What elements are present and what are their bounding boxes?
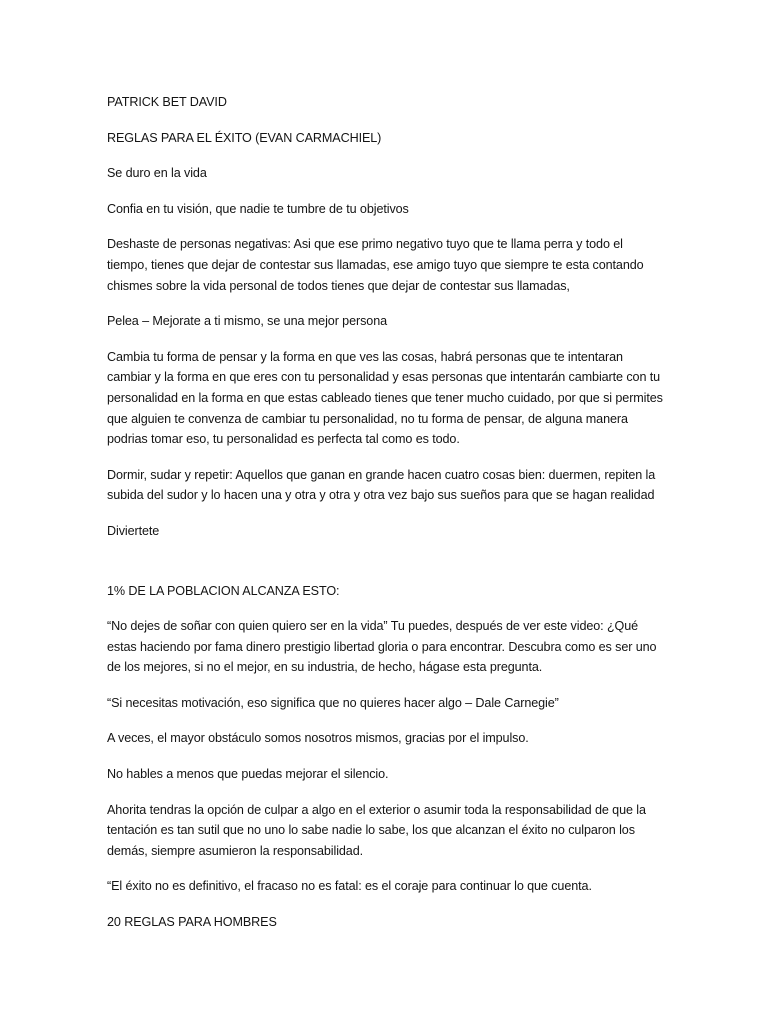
section-heading-population: 1% DE LA POBLACION ALCANZA ESTO: — [107, 583, 340, 598]
body-paragraph: Ahorita tendras la opción de culpar a algo en el exterior o asumir toda la responsabilidad de que la tentación es tan sutil que no uno lo sabe nadie lo sabe, los que alcanzan el éxito no culparon los demás, siempre asumieron la responsabilidad. — [107, 802, 646, 858]
quote-paragraph: “El éxito no es definitivo, el fracaso no es fatal: es el coraje para continuar lo que cuenta. — [107, 879, 592, 894]
rule-paragraph: Diviertete — [107, 523, 160, 538]
rule-paragraph: Deshaste de personas negativas: Asi que ese primo negativo tuyo que te llama perra y todo el tiempo, tienes que dejar de contestar sus llamadas, ese amigo tuyo que siempre te esta contando chismes sobre la vida personal de todos tienes que dejar de contestar sus llamadas, — [107, 237, 644, 293]
rule-paragraph: Cambia tu forma de pensar y la forma en que ves las cosas, habrá personas que te intentaran cambiar y la forma en que eres con tu personalidad y esas personas que intentarán cambiarte con tu personalidad en la forma en que estas cableado tienes que tener mucho cuidado, por que si permites que alguien te convenza de cambiar tu personalidad, no tu forma de pensar, de alguna manera podrias tomar eso, tu personalidad es perfecta tal como es todo. — [107, 349, 663, 447]
section-heading-men-rules: 20 REGLAS PARA HOMBRES — [107, 915, 277, 930]
author-heading: PATRICK BET DAVID — [107, 95, 227, 109]
rule-paragraph: Pelea – Mejorate a ti mismo, se una mejor persona — [107, 314, 387, 329]
body-paragraph: No hables a menos que puedas mejorar el silencio. — [107, 767, 389, 782]
body-paragraph: A veces, el mayor obstáculo somos nosotros mismos, gracias por el impulso. — [107, 731, 529, 746]
document-body — [107, 92, 663, 948]
rule-paragraph: Dormir, sudar y repetir: Aquellos que ganan en grande hacen cuatro cosas bien: duermen, repiten la subida del sudor y lo hacen una y otra y otra y otra vez bajo sus sueños para que se hagan realidad — [107, 467, 656, 503]
quote-paragraph: “No dejes de soñar con quien quiero ser en la vida” Tu puedes, después de ver este video: ¿Qué estas haciendo por fama dinero prestigio libertad gloria o para encontrar. Descubra como es ser uno de los mejores, si no el mejor, en su industria, de hecho, hágase esta pregunta. — [107, 619, 657, 675]
rule-paragraph: Confia en tu visión, que nadie te tumbre de tu objetivos — [107, 201, 409, 216]
rule-paragraph: Se duro en la vida — [107, 166, 207, 181]
quote-paragraph: “Si necesitas motivación, eso significa que no quieres hacer algo – Dale Carnegie” — [107, 695, 559, 710]
section-heading-rules: REGLAS PARA EL ÉXITO (EVAN CARMACHIEL) — [107, 130, 382, 145]
